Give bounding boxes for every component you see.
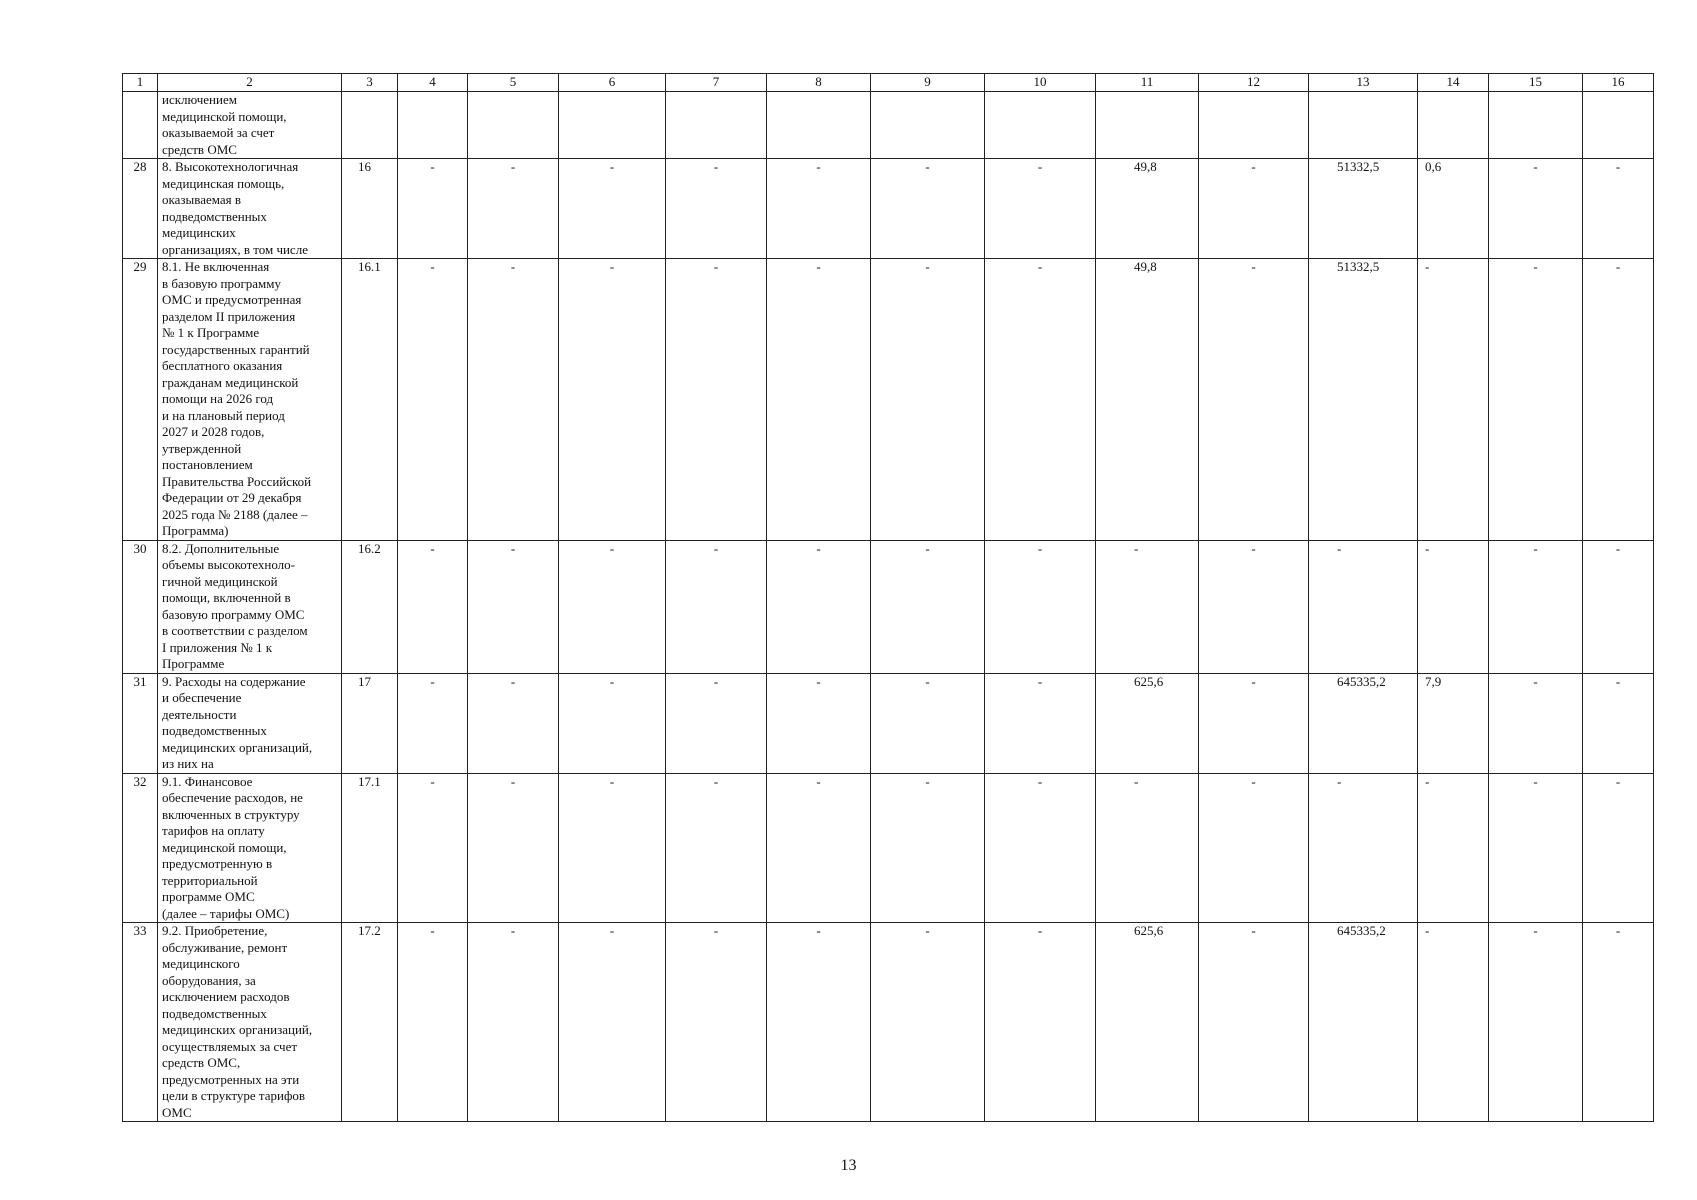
table-row	[123, 159, 1654, 259]
value-cell-col-11	[1096, 92, 1199, 159]
value-cell-col-4: -	[398, 259, 468, 541]
value-cell-col-12	[1199, 92, 1309, 159]
value-cell-col-14: -	[1418, 540, 1489, 673]
indicator-name-cell: 8.1. Не включенная в базовую программу ОМС и предусмотренная разделом II приложения № 1 к Программе государственных гарантий бесплатного оказания гражданам медицинской помощи на 2026 год и на плановый период 2027 и 2028 годов, утвержденной постановлением Правительства Российской Федерации от 29 декабря 2025 года № 2188 (далее – Программа)	[158, 259, 342, 541]
value-cell-col-7: -	[666, 773, 767, 923]
line-code-cell: 16	[342, 159, 398, 259]
table-row	[123, 92, 1654, 159]
value-cell-col-4: -	[398, 673, 468, 773]
value-cell-col-8: -	[767, 673, 871, 773]
value-cell-col-7: -	[666, 159, 767, 259]
value-cell-col-7	[666, 92, 767, 159]
value-cell-col-8: -	[767, 773, 871, 923]
table-row	[123, 673, 1654, 773]
value-cell-col-10: -	[985, 540, 1096, 673]
value-cell-col-13: 51332,5	[1309, 259, 1418, 541]
row-number-cell	[123, 92, 158, 159]
indicator-name-cell: 8.2. Дополнительные объемы высокотехноло- гичной медицинской помощи, включенной в базовую программу ОМС в соответствии с разделом I приложения № 1 к Программе	[158, 540, 342, 673]
value-cell-col-10: -	[985, 673, 1096, 773]
value-cell-col-6: -	[559, 773, 666, 923]
value-cell-col-11: 49,8	[1096, 159, 1199, 259]
value-cell-col-8: -	[767, 159, 871, 259]
line-code-cell	[342, 92, 398, 159]
value-cell-col-9: -	[871, 259, 985, 541]
value-cell-col-14: -	[1418, 923, 1489, 1122]
column-header-13: 13	[1309, 74, 1418, 92]
value-cell-col-13	[1309, 92, 1418, 159]
column-header-3: 3	[342, 74, 398, 92]
table-row	[123, 259, 1654, 541]
value-cell-col-15: -	[1489, 673, 1583, 773]
column-number-row	[123, 74, 1654, 92]
value-cell-col-16	[1583, 92, 1654, 159]
value-cell-col-16: -	[1583, 540, 1654, 673]
value-cell-col-10: -	[985, 773, 1096, 923]
indicator-name-cell: исключением медицинской помощи, оказываемой за счет средств ОМС	[158, 92, 342, 159]
indicator-name-cell: 9. Расходы на содержание и обеспечение деятельности подведомственных медицинских организаций, из них на	[158, 673, 342, 773]
value-cell-col-10	[985, 92, 1096, 159]
data-table	[122, 73, 1654, 1122]
value-cell-col-4: -	[398, 159, 468, 259]
value-cell-col-15: -	[1489, 540, 1583, 673]
row-number-cell: 33	[123, 923, 158, 1122]
value-cell-col-9: -	[871, 923, 985, 1122]
value-cell-col-16: -	[1583, 923, 1654, 1122]
row-number-cell: 29	[123, 259, 158, 541]
indicator-name-cell: 8. Высокотехнологичная медицинская помощь, оказываемая в подведомственных медицинских организациях, в том числе	[158, 159, 342, 259]
value-cell-col-9: -	[871, 540, 985, 673]
indicator-name-cell: 9.2. Приобретение, обслуживание, ремонт медицинского оборудования, за исключением расходов подведомственных медицинских организаций, осуществляемых за счет средств ОМС, предусмотренных на эти цели в структуре тарифов ОМС	[158, 923, 342, 1122]
value-cell-col-9: -	[871, 159, 985, 259]
value-cell-col-9: -	[871, 773, 985, 923]
value-cell-col-15	[1489, 92, 1583, 159]
value-cell-col-14: 0,6	[1418, 159, 1489, 259]
value-cell-col-12: -	[1199, 259, 1309, 541]
line-code-cell: 16.1	[342, 259, 398, 541]
value-cell-col-8: -	[767, 923, 871, 1122]
value-cell-col-5	[468, 92, 559, 159]
value-cell-col-10: -	[985, 159, 1096, 259]
value-cell-col-5: -	[468, 259, 559, 541]
value-cell-col-10: -	[985, 923, 1096, 1122]
value-cell-col-15: -	[1489, 923, 1583, 1122]
value-cell-col-16: -	[1583, 673, 1654, 773]
column-header-11: 11	[1096, 74, 1199, 92]
value-cell-col-4: -	[398, 773, 468, 923]
value-cell-col-7: -	[666, 540, 767, 673]
table-row	[123, 773, 1654, 923]
row-number-cell: 28	[123, 159, 158, 259]
column-header-2: 2	[158, 74, 342, 92]
value-cell-col-6: -	[559, 540, 666, 673]
value-cell-col-5: -	[468, 159, 559, 259]
column-header-7: 7	[666, 74, 767, 92]
value-cell-col-4	[398, 92, 468, 159]
value-cell-col-9: -	[871, 673, 985, 773]
table-row	[123, 540, 1654, 673]
value-cell-col-14: -	[1418, 773, 1489, 923]
value-cell-col-11: 49,8	[1096, 259, 1199, 541]
value-cell-col-15: -	[1489, 159, 1583, 259]
value-cell-col-11: 625,6	[1096, 673, 1199, 773]
value-cell-col-16: -	[1583, 259, 1654, 541]
value-cell-col-11: 625,6	[1096, 923, 1199, 1122]
page-number: 13	[840, 1157, 857, 1174]
value-cell-col-13: 51332,5	[1309, 159, 1418, 259]
value-cell-col-15: -	[1489, 259, 1583, 541]
table-row	[123, 923, 1654, 1122]
line-code-cell: 17	[342, 673, 398, 773]
value-cell-col-5: -	[468, 673, 559, 773]
row-number-cell: 30	[123, 540, 158, 673]
column-header-9: 9	[871, 74, 985, 92]
line-code-cell: 16.2	[342, 540, 398, 673]
value-cell-col-13: -	[1309, 540, 1418, 673]
value-cell-col-15: -	[1489, 773, 1583, 923]
column-header-16: 16	[1583, 74, 1654, 92]
value-cell-col-14: 7,9	[1418, 673, 1489, 773]
value-cell-col-12: -	[1199, 540, 1309, 673]
column-header-4: 4	[398, 74, 468, 92]
column-header-10: 10	[985, 74, 1096, 92]
value-cell-col-12: -	[1199, 923, 1309, 1122]
value-cell-col-4: -	[398, 923, 468, 1122]
row-number-cell: 31	[123, 673, 158, 773]
value-cell-col-14: -	[1418, 259, 1489, 541]
column-header-15: 15	[1489, 74, 1583, 92]
value-cell-col-12: -	[1199, 673, 1309, 773]
value-cell-col-4: -	[398, 540, 468, 673]
line-code-cell: 17.1	[342, 773, 398, 923]
column-header-5: 5	[468, 74, 559, 92]
value-cell-col-6: -	[559, 923, 666, 1122]
column-header-6: 6	[559, 74, 666, 92]
value-cell-col-6: -	[559, 159, 666, 259]
value-cell-col-11: -	[1096, 773, 1199, 923]
value-cell-col-5: -	[468, 923, 559, 1122]
value-cell-col-8	[767, 92, 871, 159]
value-cell-col-16: -	[1583, 159, 1654, 259]
value-cell-col-7: -	[666, 259, 767, 541]
column-header-8: 8	[767, 74, 871, 92]
value-cell-col-13: -	[1309, 773, 1418, 923]
value-cell-col-14	[1418, 92, 1489, 159]
value-cell-col-12: -	[1199, 159, 1309, 259]
row-number-cell: 32	[123, 773, 158, 923]
value-cell-col-11: -	[1096, 540, 1199, 673]
value-cell-col-9	[871, 92, 985, 159]
value-cell-col-16: -	[1583, 773, 1654, 923]
indicator-name-cell: 9.1. Финансовое обеспечение расходов, не включенных в структуру тарифов на оплату медицинской помощи, предусмотренную в территориальной программе ОМС (далее – тарифы ОМС)	[158, 773, 342, 923]
line-code-cell: 17.2	[342, 923, 398, 1122]
value-cell-col-8: -	[767, 540, 871, 673]
column-header-12: 12	[1199, 74, 1309, 92]
column-header-14: 14	[1418, 74, 1489, 92]
value-cell-col-6: -	[559, 259, 666, 541]
value-cell-col-10: -	[985, 259, 1096, 541]
value-cell-col-6	[559, 92, 666, 159]
value-cell-col-5: -	[468, 540, 559, 673]
value-cell-col-7: -	[666, 673, 767, 773]
value-cell-col-5: -	[468, 773, 559, 923]
value-cell-col-13: 645335,2	[1309, 923, 1418, 1122]
column-header-1: 1	[123, 74, 158, 92]
value-cell-col-8: -	[767, 259, 871, 541]
value-cell-col-7: -	[666, 923, 767, 1122]
value-cell-col-12: -	[1199, 773, 1309, 923]
value-cell-col-13: 645335,2	[1309, 673, 1418, 773]
value-cell-col-6: -	[559, 673, 666, 773]
